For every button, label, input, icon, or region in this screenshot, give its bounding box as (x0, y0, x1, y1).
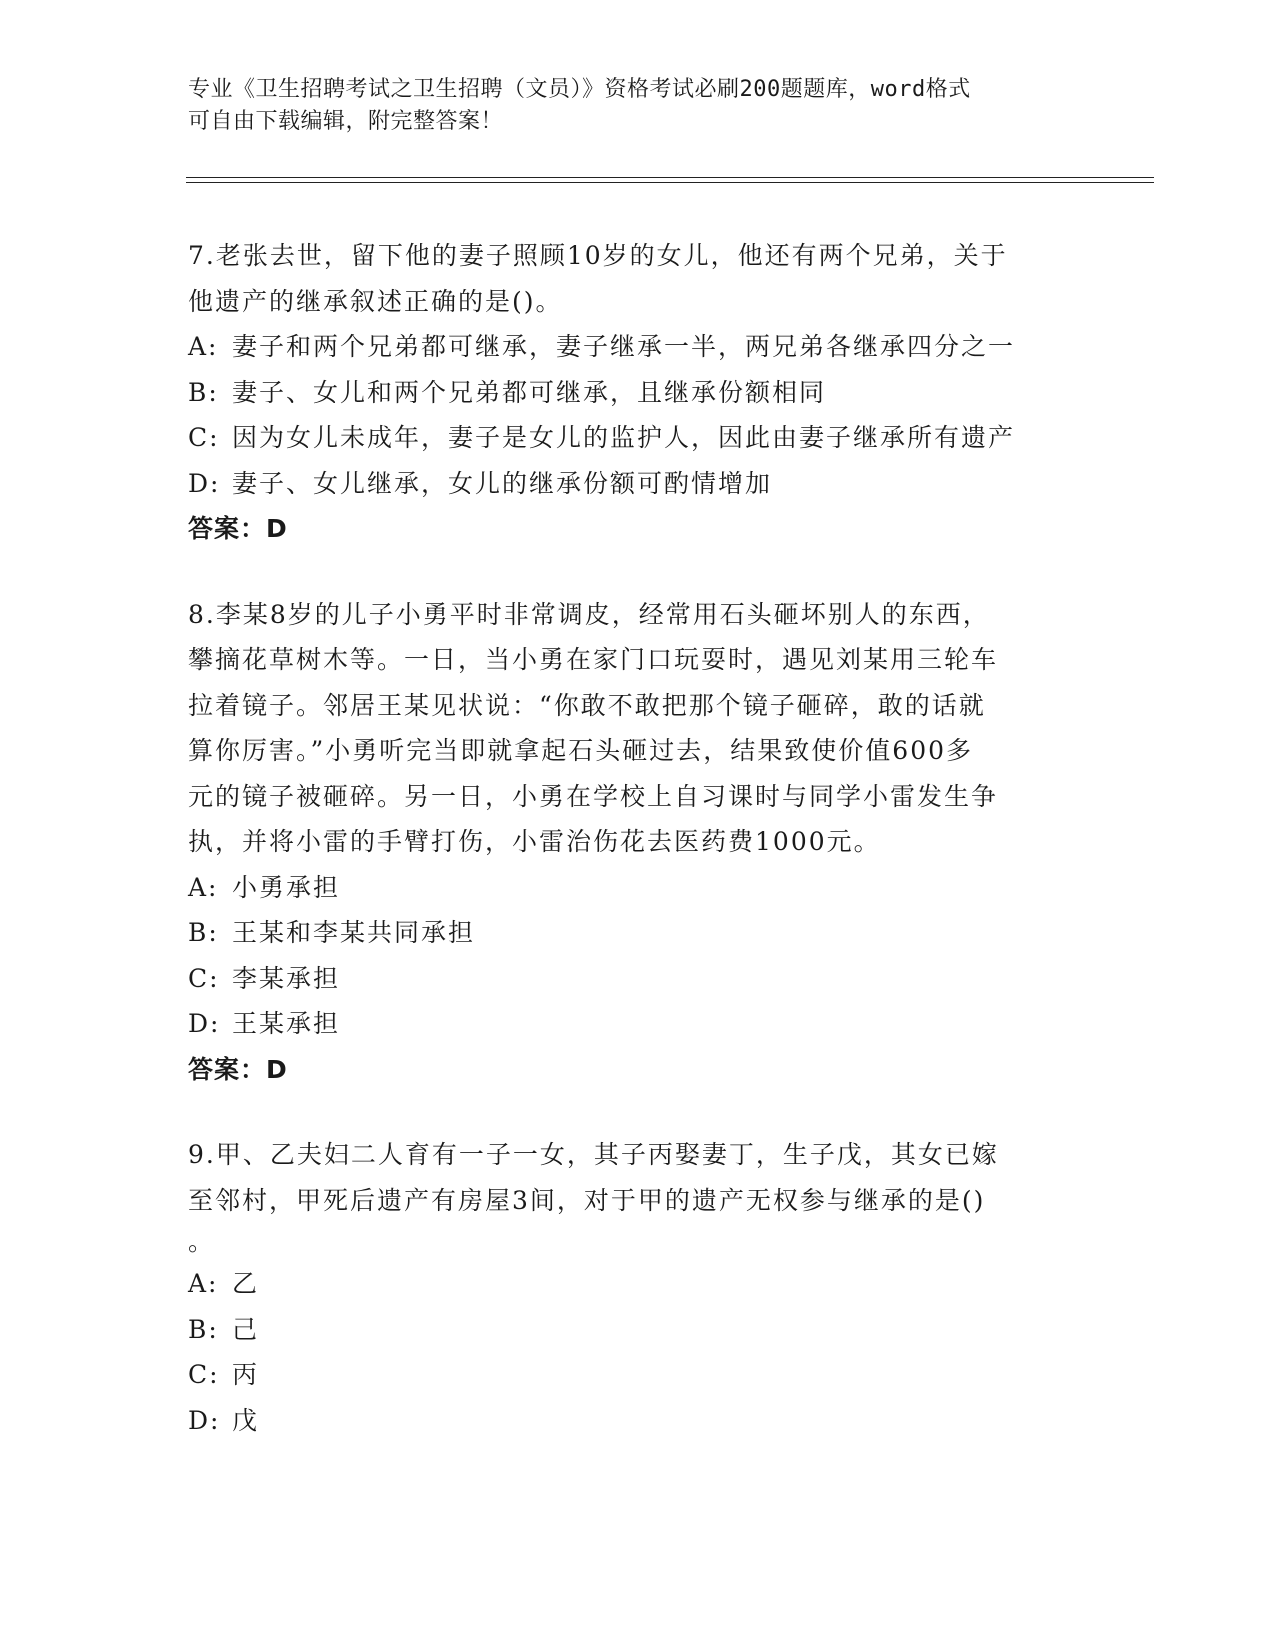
header-divider-bottom (186, 182, 1154, 183)
document-header (188, 74, 1088, 138)
option-b (188, 1307, 1088, 1353)
option-letter: C: (188, 963, 220, 993)
option-b (188, 370, 1088, 416)
question-list (188, 233, 1088, 1483)
header-line-2: 可自由下载编辑，附完整答案！ (188, 109, 504, 134)
option-text: 李某承担 (232, 963, 341, 993)
question-7 (188, 233, 1088, 552)
question-text-line: 9.甲、乙夫妇二人育有一子一女，其子丙娶妻丁，生子戊，其女已嫁 (188, 1140, 999, 1169)
option-text: 乙 (232, 1269, 260, 1298)
answer-label: 答案：D (188, 1054, 288, 1084)
option-letter: D: (188, 1405, 221, 1435)
option-letter: B: (188, 1314, 219, 1344)
question-text-line: 7.老张去世，留下他的妻子照顾10岁的女儿，他还有两个兄弟，关于 (188, 241, 1008, 270)
option-text: 妻子、女儿继承，女儿的继承份额可酌情增加 (232, 468, 773, 498)
option-letter: B: (188, 377, 219, 407)
option-text: 戊 (232, 1405, 260, 1435)
option-letter: D: (188, 1009, 221, 1038)
option-c (188, 956, 1088, 1002)
option-text: 小勇承担 (232, 872, 341, 902)
option-letter: B: (188, 918, 219, 947)
option-letter: A: (188, 1269, 219, 1298)
option-letter: A: (188, 872, 219, 902)
option-text: 妻子、女儿和两个兄弟都可继承，且继承份额相同 (232, 377, 827, 407)
option-text: 因为女儿未成年，妻子是女儿的监护人，因此由妻子继承所有遗产 (232, 423, 1016, 452)
option-d (188, 1001, 1088, 1047)
option-letter: A: (188, 332, 219, 361)
question-text-line: 至邻村，甲死后遗产有房屋3间，对于甲的遗产无权参与继承的是() (188, 1185, 986, 1215)
question-text-line: 元的镜子被砸碎。另一日，小勇在学校上自习课时与同学小雷发生争 (188, 781, 999, 811)
option-c (188, 1352, 1088, 1398)
header-divider-top (186, 177, 1154, 178)
question-text-line: 。 (188, 1227, 216, 1256)
option-a (188, 324, 1088, 370)
option-letter: D: (188, 468, 221, 498)
option-text: 己 (232, 1314, 260, 1344)
option-d (188, 461, 1088, 507)
question-text-line: 算你厉害。”小勇听完当即就拿起石头砸过去，结果致使价值600多 (188, 736, 974, 765)
option-a (188, 1261, 1088, 1307)
option-c (188, 415, 1088, 461)
option-letter: C: (188, 1360, 220, 1389)
option-text: 王某和李某共同承担 (232, 918, 476, 947)
option-text: 王某承担 (232, 1009, 341, 1038)
question-text-line: 8.李某8岁的儿子小勇平时非常调皮，经常用石头砸坏别人的东西， (188, 599, 990, 629)
option-text: 丙 (232, 1360, 260, 1389)
question-9 (188, 1132, 1088, 1443)
question-8 (188, 592, 1088, 1093)
answer-label: 答案：D (188, 514, 288, 543)
option-b (188, 910, 1088, 956)
option-d (188, 1398, 1088, 1444)
header-line-1: 专业《卫生招聘考试之卫生招聘（文员）》资格考试必刷200题题库，word格式 (188, 77, 971, 102)
question-text-line: 攀摘花草树木等。一日，当小勇在家门口玩耍时，遇见刘某用三轮车 (188, 645, 999, 674)
question-text-line: 他遗产的继承叙述正确的是()。 (188, 286, 563, 316)
question-text-line: 拉着镜子。邻居王某见状说：“你敢不敢把那个镜子砸碎，敢的话就 (188, 690, 986, 720)
option-letter: C: (188, 423, 220, 452)
option-a (188, 865, 1088, 911)
question-text-line: 执，并将小雷的手臂打伤，小雷治伤花去医药费1000元。 (188, 827, 881, 856)
option-text: 妻子和两个兄弟都可继承，妻子继承一半，两兄弟各继承四分之一 (232, 332, 1016, 361)
